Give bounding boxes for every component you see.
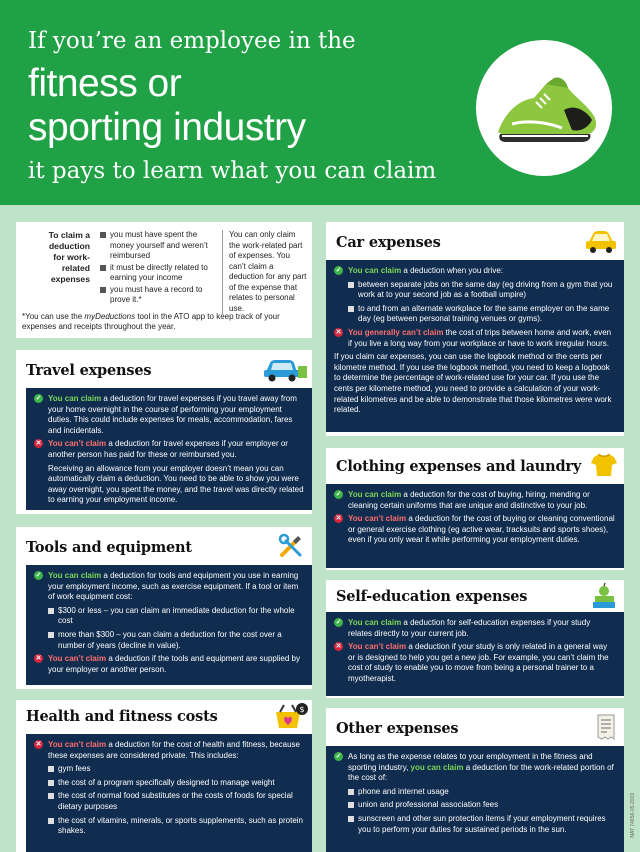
other-can-claim: ✓ As long as the expense relates to your employment in the fitness and sporting industry, you can claim a deduction for the work-related portion of the cost of:: [335, 752, 614, 783]
travel-cant-claim: ✕ You can’t claim a deduction for travel expenses if your employer or another person has paid for these or reimbursed you.: [35, 439, 288, 459]
other-panel: [326, 746, 624, 852]
health-item: the cost of vitamins, minerals, or sports supplements, such as protein shakes.: [34, 816, 304, 837]
clothing-title: Clothing expenses and laundry: [336, 458, 582, 475]
clothing-panel: [326, 484, 624, 568]
title-line-1: If you’re an employee in the: [28, 28, 356, 54]
self-education-panel: [326, 612, 624, 696]
health-panel: [26, 734, 312, 852]
health-item: the cost of a program specifically designed to manage weight: [34, 778, 304, 789]
car-method-note: If you claim car expenses, you can use the logbook method or the cents per kilometre method. If you use the logbook method, you need to keep a logbook to determine the percentage of work-related use for your car. If you use the cents per kilometre method, you need to provide a calculation of your work-related kilometres and be able to demonstrate that those kilometres were work related.: [334, 352, 612, 415]
other-item: union and professional association fees: [334, 800, 616, 811]
receipt-icon: [596, 714, 616, 745]
books-apple-icon: [590, 582, 618, 615]
car-trip-item: to and from an alternate workplace for the same employer on the same day (eg between personal training venues or gyms).: [334, 304, 616, 325]
self-education-card: [326, 580, 624, 698]
tools-title: Tools and equipment: [26, 539, 192, 556]
car-can-claim: ✓ You can claim a deduction when you drive:: [335, 266, 504, 275]
document-code: NAT 74956-05.2019: [630, 793, 636, 838]
travel-can-claim: ✓ You can claim a deduction for travel expenses if you travel away from your home overnight in the course of performing your employment duties. This could include expenses for meals, accommodation, fares and incidentals.: [35, 394, 297, 435]
cross-icon: ✕: [335, 643, 342, 651]
health-item: gym fees: [34, 764, 304, 775]
other-title: Other expenses: [336, 720, 459, 737]
car-cant-claim: ✕ You generally can’t claim the cost of trips between home and work, even if you live a long way from your workplace or have to work irregular hours.: [335, 327, 612, 348]
clothing-card: [326, 448, 624, 570]
title-line-2: fitness or sporting industry: [28, 62, 306, 149]
cross-icon: ✕: [335, 328, 342, 336]
car-card: [326, 222, 624, 436]
car-trip-item: between separate jobs on the same day (eg driving from a gym that you work at to your second job as a football umpire): [334, 280, 616, 301]
tools-cost-item: $300 or less – you can claim an immediate deduction for the whole cost: [34, 606, 304, 627]
tools-panel: [26, 565, 312, 685]
health-item: the cost of normal food substitutes or the costs of foods for special dietary purposes: [34, 791, 304, 812]
clothing-cant-claim: ✕ You can’t claim a deduction for the cost of buying or cleaning conventional or general exercise clothing (eg active wear, tracksuits and sports shoes), even if you only wear it while performing your employment duties.: [335, 514, 615, 545]
intro-rule: you must have a record to prove it.*: [100, 285, 212, 306]
tshirt-icon: [590, 452, 618, 483]
intro-rule: you must have spent the money yourself and weren’t reimbursed: [100, 230, 212, 262]
tools-can-claim: ✓ You can claim a deduction for tools and equipment you use in earning your employment income, such as exercise equipment. If a tool or item of work equipment cost:: [35, 571, 299, 602]
cross-icon: ✕: [35, 741, 42, 748]
intro-tag: To claim a deduction for work- related expenses: [48, 230, 90, 284]
tools-cant-claim: ✕ You can’t claim a deduction if the tools and equipment are supplied by your employer or another person.: [35, 654, 301, 674]
tools-icon: [278, 533, 304, 564]
tools-card: [16, 527, 312, 689]
intro-rules: [100, 230, 212, 307]
health-card: [16, 700, 312, 852]
intro-footnote: *You can use the myDeductions tool in the ATO app to keep track of your expenses and receipts throughout the year.: [22, 312, 280, 331]
cross-icon: ✕: [35, 440, 42, 448]
check-icon: ✓: [335, 753, 342, 760]
title-line-3: it pays to learn what you can claim: [28, 158, 437, 184]
tools-cost-item: more than $300 – you can claim a deduction for the cost over a number of years (decline in value).: [34, 630, 304, 651]
intro-side-note: You can only claim the work-related part of expenses. You can’t claim a deduction for any part of the expense that relates to personal use.: [222, 230, 308, 314]
check-icon: ✓: [35, 395, 42, 402]
other-card: [326, 708, 624, 852]
header-banner: [0, 0, 640, 205]
shopping-basket-icon: [272, 702, 308, 735]
car-title: Car expenses: [336, 234, 441, 251]
travel-title: Travel expenses: [26, 362, 152, 379]
clothing-can-claim: ✓ You can claim a deduction for the cost of buying, hiring, mending or cleaning certain uniforms that are unique and distinctive to your job.: [335, 490, 590, 510]
intro-rule: it must be directly related to earning your income: [100, 263, 212, 284]
other-item: phone and internet usage: [334, 787, 616, 798]
check-icon: ✓: [335, 619, 342, 626]
health-title: Health and fitness costs: [26, 708, 218, 725]
check-icon: ✓: [335, 267, 342, 274]
travel-note: Receiving an allowance from your employer doesn’t mean you can automatically claim a deduction. You need to be able to show you were away overnight, you spent the money, and the travel was directly related to earning your employment income.: [48, 463, 304, 505]
cross-icon: ✕: [335, 515, 342, 523]
self-education-cant-claim: ✕ You can’t claim a deduction if your study is only related in a general way or is designed to help you get a new job. For example, you can’t claim the cost of study to enable you to move from being a personal trainer to a myotherapist.: [335, 642, 609, 683]
svg-text:$: $: [299, 705, 305, 714]
check-icon: ✓: [35, 572, 42, 579]
other-item: sunscreen and other sun protection items if your employment requires you to perform your duties for sustained periods in the sun.: [334, 814, 616, 835]
health-cant-claim: ✕ You can’t claim a deduction for the cost of health and fitness, because these expenses are considered private. This includes:: [35, 740, 300, 760]
travel-card: [16, 350, 312, 514]
self-education-can-claim: ✓ You can claim a deduction for self-education expenses if your study relates directly to your current job.: [335, 618, 591, 638]
taxi-icon: [584, 228, 618, 259]
check-icon: ✓: [335, 491, 342, 498]
car-icon: [262, 354, 308, 387]
car-panel: [326, 260, 624, 432]
cross-icon: ✕: [35, 655, 42, 663]
self-education-title: Self-education expenses: [336, 588, 528, 605]
shoe-icon: [476, 40, 612, 176]
travel-panel: [26, 388, 312, 510]
intro-box: [16, 222, 312, 338]
